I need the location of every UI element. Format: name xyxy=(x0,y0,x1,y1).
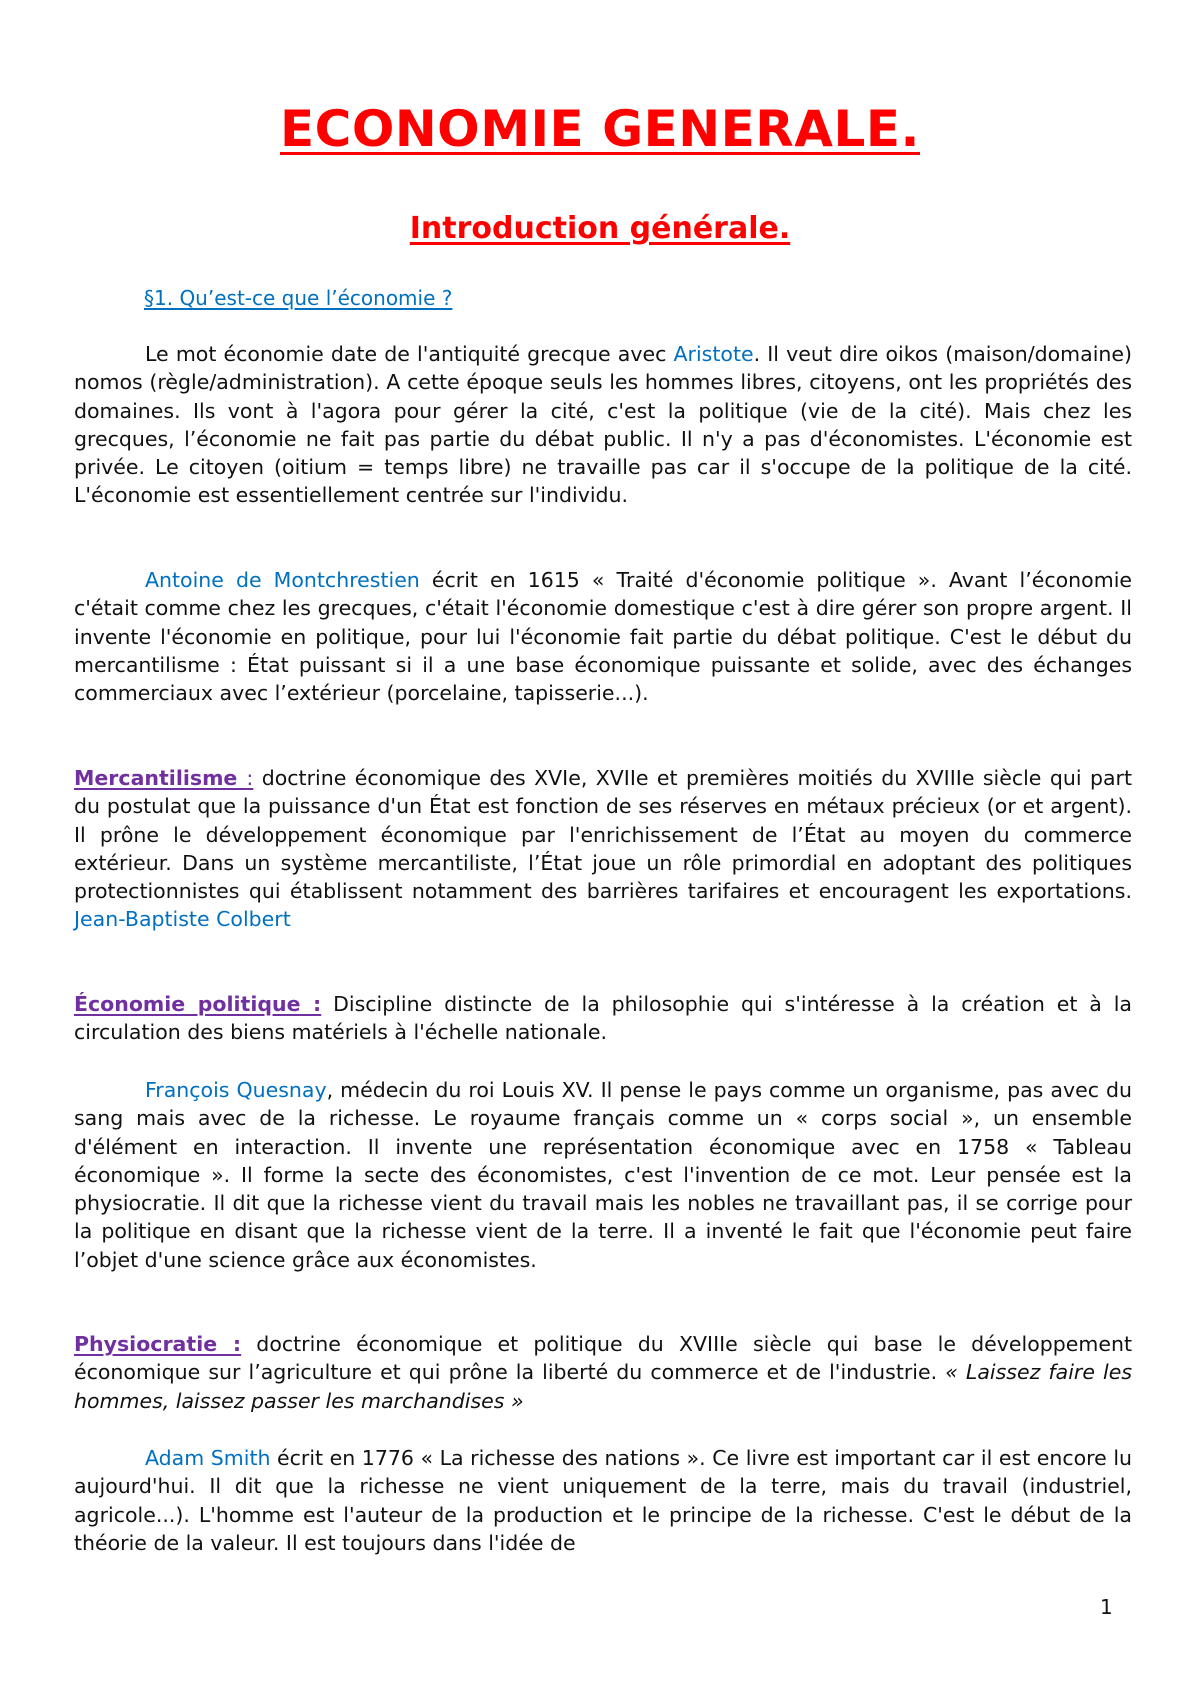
paragraph-text: Discipline distincte de la philosophie qui s'intéresse à la création et à la circulation des biens matériels à l'échelle nationale. xyxy=(74,992,1132,1045)
paragraph-adam-smith xyxy=(74,1444,1132,1557)
person-name: Antoine de Montchrestien xyxy=(145,568,420,592)
definition-mercantilisme xyxy=(74,764,1132,934)
chapter-subtitle: Introduction générale. xyxy=(409,211,791,246)
paragraph-text: écrit en 1615 « Traité d'économie politique ». Avant l’économie c'était comme chez les grecques, c'était l'économie domestique c'est à dire gérer son propre argent. Il invente l'économie en politique, pour lui l'économie fait partie du débat politique. C'est le début du mercantilisme : État puissant si il a une base économique puissante et solide, avec des échanges commerciaux avec l’extérieur (porcelaine, tapisserie...). xyxy=(74,568,1132,706)
quotation: « Laissez faire les hommes, laissez passer les marchandises » xyxy=(74,1360,1133,1413)
definition-term: Économie politique : xyxy=(74,992,322,1016)
document-title: ECONOMIE GENERALE. xyxy=(279,100,921,158)
definition-term: Mercantilisme xyxy=(74,766,247,790)
page-number: 1 xyxy=(1100,1595,1113,1619)
person-name: Jean-Baptiste Colbert xyxy=(74,907,291,932)
paragraph-montchrestien xyxy=(74,566,1132,707)
paragraph-text: écrit en 1776 « La richesse des nations ». Ce livre est important car il est encore lu aujourd'hui. Il dit que la richesse ne vient uniquement de la terre, mais du travail (industriel, agricole...). L'homme est l'auteur de la production et le principe de la richesse. C'est le début de la théorie de la valeur. Il est toujours dans l'idée de xyxy=(74,1446,1133,1555)
definition-colon: : xyxy=(246,766,254,790)
paragraph-text: doctrine économique et politique du XVIIIe siècle qui base le développement économique sur l’agriculture et qui prône la liberté du commerce et de l'industrie. xyxy=(74,1332,1132,1385)
definition-term: Physiocratie : xyxy=(74,1332,242,1356)
person-name: Aristote xyxy=(673,342,754,366)
definition-economie-politique xyxy=(74,990,1132,1047)
person-name: François Quesnay xyxy=(145,1078,327,1102)
section-heading: §1. Qu’est-ce que l’économie ? xyxy=(144,286,453,310)
paragraph-text: . Il veut dire oikos (maison/domaine) nomos (règle/administration). A cette époque seuls les hommes libres, citoyens, ont les propriétés des domaines. Ils vont à l'agora pour gérer la cité, c'est la politique (vie de la cité). Mais chez les grecques, l’économie ne fait pas partie du débat public. Il n'y a pas d'économistes. L'économie est privée. Le citoyen (oitium = temps libre) ne travaille pas car il s'occupe de la politique de la cité. L'économie est essentiellement centrée sur l'individu. xyxy=(74,342,1132,508)
paragraph-text: , médecin du roi Louis XV. Il pense le pays comme un organisme, pas avec du sang mais avec de la richesse. Le royaume français comme un « corps social », un ensemble d'élément en interaction. Il invente une représentation économique avec en 1758 « Tableau économique ». Il forme la secte des économistes, c'est l'invention de ce mot. Leur pensée est la physiocratie. Il dit que la richesse vient du travail mais les nobles ne travaillant pas, il se corrige pour la politique en disant que la richesse vient de la terre. Il a inventé le fait que l'économie peut faire l’objet d'une science grâce aux économistes. xyxy=(74,1078,1132,1272)
paragraph-quesnay xyxy=(74,1076,1132,1274)
paragraph-text: doctrine économique des XVIe, XVIIe et premières moitiés du XVIIIe siècle qui part du postulat que la puissance d'un État est fonction de ses réserves en métaux précieux (or et argent). Il prône le développement économique par l'enrichissement de l’État au moyen du commerce extérieur. Dans un système mercantiliste, l’État joue un rôle primordial en adoptant des politiques protectionnistes qui établissent notamment des barrières tarifaires et encouragent les exportations. xyxy=(74,766,1132,904)
paragraph-text: Le mot économie date de l'antiquité grecque avec xyxy=(145,342,674,366)
definition-physiocratie xyxy=(74,1330,1132,1415)
paragraph-aristote xyxy=(74,340,1132,510)
person-name: Adam Smith xyxy=(145,1446,271,1470)
